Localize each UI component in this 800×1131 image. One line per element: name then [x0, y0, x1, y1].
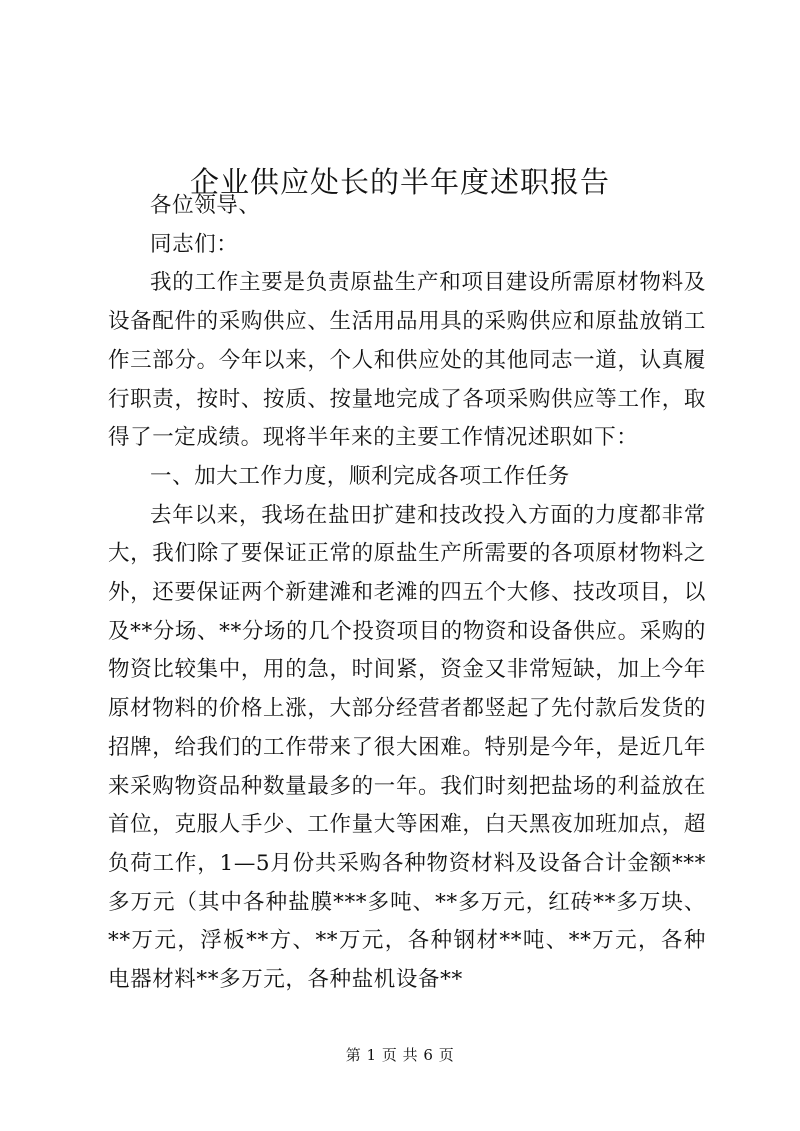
salutation-leaders: 各位领导、	[150, 193, 261, 218]
section-heading-1: 一、加大工作力度，顺利完成各项工作任务	[150, 463, 570, 489]
page-footer: 第 1 页 共 6 页	[345, 1046, 455, 1064]
salutation-comrades: 同志们：	[150, 231, 239, 257]
document-title: 企业供应处长的半年度述职报告	[189, 165, 610, 200]
document-body	[108, 187, 706, 1000]
intro-paragraph: 我的工作主要是负责原盐生产和项目建设所需原材物料及设备配件的采购供应、生活用品用具的采购供应和原盐放销工作三部分。今年以来，个人和供应处的其他同志一道，认真履行职责，按时、按质、按量地完成了各项采购供应等工作，取得了一定成绩。现将半年来的主要工作情况述职如下：	[108, 270, 706, 451]
body-paragraph: 去年以来，我场在盐田扩建和技改投入方面的力度都非常大，我们除了要保证正常的原盐生产所需要的各项原材物料之外，还要保证两个新建滩和老滩的四五个大修、技改项目，以及**分场、**分场的几个投资项目的物资和设备供应。采购的物资比较集中，用的急，时间紧，资金又非常短缺，加上今年原材物料的价格上涨，大部分经营者都竖起了先付款后发货的招牌，给我们的工作带来了很大困难。特别是今年，是近几年来采购物资品种数量最多的一年。我们时刻把盐场的利益放在首位，克服人手少、工作量大等困难，白天黑夜加班加点，超负荷工作，1—5月份共采购各种物资材料及设备合计金额***多万元（其中各种盐膜***多吨、**多万元，红砖**多万块、**万元，浮板**方、**万元，各种钢材**吨、**万元，各种电器材料**多万元，各种盐机设备**	[108, 502, 706, 993]
